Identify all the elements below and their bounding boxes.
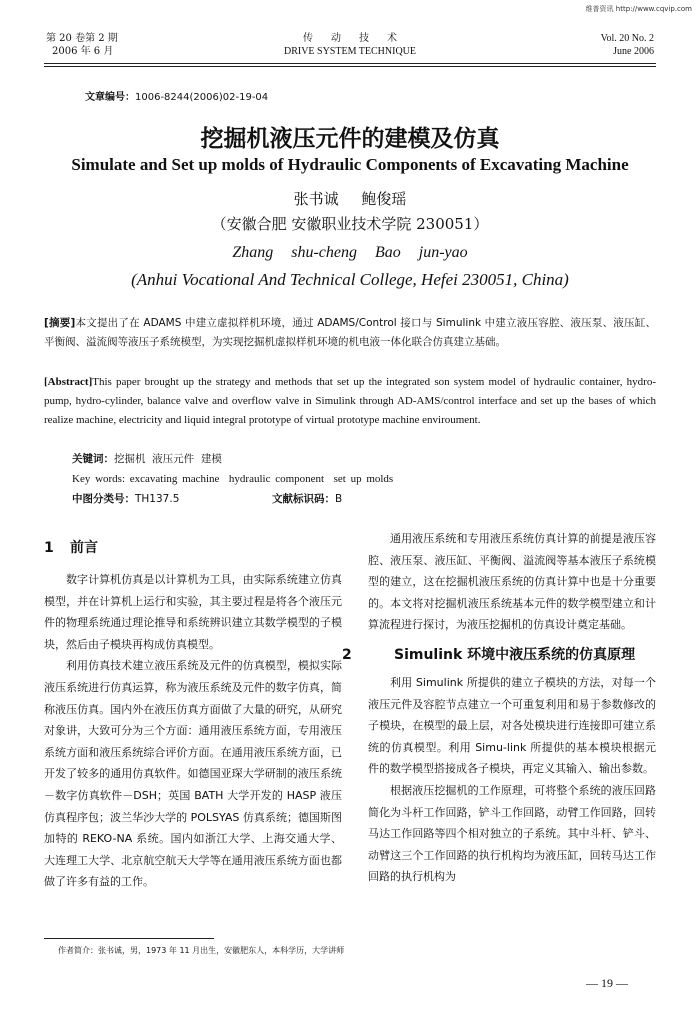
section-1-paragraph-1: 数字计算机仿真是以计算机为工具，由实际系统建立仿真模型，并在计算机上运行和实验，其主要过程是将各个液压元件的物理系统通过理论推导和系统辨识建立其数学模型的子模块，然后由子模块再构成仿真模型。 xyxy=(44,573,342,651)
keywords-cn-label: 关键词： xyxy=(72,453,114,465)
issue-date: 2006 年 6 月 xyxy=(52,46,114,57)
article-number xyxy=(85,88,268,103)
title-cn: 挖掘机液压元件的建模及仿真 xyxy=(200,126,500,152)
keywords-en-text: excavating machine hydraulic component set up molds xyxy=(129,473,394,485)
abstract-en-text: This paper brought up the strategy and methods that set up the integrated son system model of hydraulic container, hydro-pump, hydro-cylinder, balance valve and overflow valve in Simulink through AD-AMS/control interface and set up the bases of which realize machine, electricity and liquid integral prototype of virtual prototype machine enviroument. xyxy=(44,376,656,426)
journal-name xyxy=(0,32,700,58)
section-2-title: Simulink 环境中液压系统的仿真原理 xyxy=(394,646,636,663)
classification-label: 中图分类号： xyxy=(72,493,135,505)
authors-cn: 张书诚 鲍俊瑶 xyxy=(293,190,407,208)
abstract-cn-text: 本文提出了在 ADAMS 中建立虚拟样机环境，通过 ADAMS/Control 接口与 Simulink 中建立液压容腔、液压泵、液压缸、平衡阀、溢流阀等液压子系统模型，为实现挖掘机虚拟样机环境的机电液一体化联合仿真建立基础。 xyxy=(44,317,656,348)
abstract-en xyxy=(44,373,656,430)
affiliation-en: (Anhui Vocational And Technical College, Hefei 230051, China) xyxy=(131,270,569,289)
journal-name-cn: 传动技术 xyxy=(303,33,415,44)
title-en: Simulate and Set up molds of Hydraulic Components of Excavating Machine xyxy=(71,155,629,174)
classification-value: TH137.5 xyxy=(135,493,180,505)
footnote-rule xyxy=(44,938,214,939)
document-code xyxy=(272,491,342,506)
classification xyxy=(72,491,179,506)
abstract-cn-label: [摘要] xyxy=(44,317,76,329)
right-column xyxy=(342,528,656,888)
page-number: — 19 — xyxy=(586,976,628,990)
keywords-cn xyxy=(72,451,222,467)
section-1-title: 前言 xyxy=(70,540,98,556)
section-1-number: 1 xyxy=(44,540,54,556)
keywords-en-label: Key words: xyxy=(72,473,126,485)
section-2-number: 2 xyxy=(342,646,352,663)
document-code-value: B xyxy=(335,493,343,505)
journal-name-en: DRIVE SYSTEM TECHNIQUE xyxy=(283,46,417,57)
abstract-en-label: [Abstract] xyxy=(44,376,93,388)
section-2-paragraph-2: 根据液压挖掘机的工作原理，可将整个系统的液压回路简化为斗杆工作回路，铲斗工作回路，动臂工作回路，回转马达工作回路等四个相对独立的子系统。其中斗杆、铲斗、动臂这三个工作回路的执行机构均为液压缸，回转马达工作回路的执行机构为 xyxy=(368,783,656,884)
header-rule-top xyxy=(44,63,656,64)
journal-volume-en xyxy=(601,32,654,58)
authors-en: Zhang shu-cheng Bao jun-yao xyxy=(232,244,468,261)
header-rule-bottom xyxy=(44,66,656,67)
section-2-paragraph-1: 利用 Simulink 所提供的建立子模块的方法，对每一个液压元件及容腔节点建立一个可重复利用和易于参数修改的子模块，在模型的最上层，对各处模块进行连接即可建立系统的仿真模型。利用 Simu-link 所提供的基本模块根据元件的数学模型搭接成各子模块，再定义其输入、输出参数。 xyxy=(368,675,656,776)
section-1-paragraph-2: 利用仿真技术建立液压系统及元件的仿真模型，模拟实际液压系统进行仿真运算，称为液压系统及元件的数字仿真，简称液压仿真。国内外在液压仿真方面做了大量的研究，从研究对象讲，大致可分为三个方面：通用液压系统方面，专用液压系统方面和液压系统综合评价方面。在通用液压系统方面，已开发了较多的通用仿真软件。如德国亚琛大学研制的液压系统－数字仿真软件－DSH；英国 BATH 大学开发的 HASP 液压仿真程序包；波兰华沙大学的 POLSYAS 仿真系统；德国斯图加特的 REKO-NA 系统。国内如浙江大学、上海交通大学、大连理工大学、北京航空航天大学等在通用液压系统方面也都做了许多有益的工作。 xyxy=(44,659,342,889)
document-code-label: 文献标识码： xyxy=(272,493,335,505)
affiliation-cn: （安徽合肥 安徽职业技术学院 230051） xyxy=(211,215,489,233)
issue-date-en: June 2006 xyxy=(613,46,654,57)
section-1-heading xyxy=(44,537,342,559)
abstract-cn xyxy=(44,314,656,352)
article-number-label: 文章编号： xyxy=(85,92,135,103)
article-number-value: 1006-8244(2006)02-19-04 xyxy=(135,92,269,103)
volume-issue: 第 20 卷第 2 期 xyxy=(46,33,118,44)
right-paragraph-1: 通用液压系统和专用液压系统仿真计算的前提是液压容腔、液压泵、液压缸、平衡阀、溢流阀等基本液压子系统模型的建立，这在挖掘机液压系统的仿真计算中也是十分重要的。本文将对挖掘机液压系统基本元件的数学模型建立和计算流程进行探讨，为液压挖掘机的仿真设计奠定基础。 xyxy=(368,532,656,632)
volume-issue-en: Vol. 20 No. 2 xyxy=(600,33,654,44)
left-column xyxy=(44,537,342,893)
site-watermark: 维普资讯 http://www.cqvip.com xyxy=(585,5,692,13)
keywords-cn-text: 挖掘机 液压元件 建模 xyxy=(114,453,222,465)
section-2-heading xyxy=(342,644,656,666)
author-footnote: 作者简介：张书诚，男，1973 年 11 月出生，安徽肥东人，本科学历，大学讲师 xyxy=(58,946,345,955)
keywords-en xyxy=(72,471,393,487)
